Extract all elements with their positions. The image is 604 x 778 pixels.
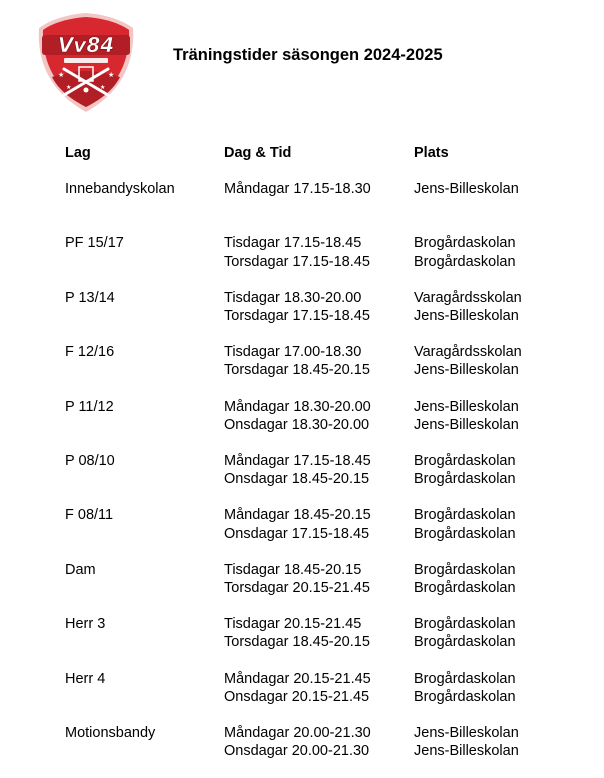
day-time-cell bbox=[224, 506, 371, 542]
team-name: F 08/11 bbox=[65, 507, 114, 524]
place-cell bbox=[414, 724, 519, 760]
day-time: Onsdagar 17.15-18.45 bbox=[224, 525, 370, 542]
team-name: Dam bbox=[65, 561, 96, 578]
place: Brogårdaskolan bbox=[414, 579, 516, 596]
day-time: Onsdagar 18.30-20.00 bbox=[224, 416, 370, 433]
place-cell bbox=[414, 180, 519, 198]
day-time: Torsdagar 18.45-20.15 bbox=[224, 362, 370, 379]
table-row bbox=[65, 452, 565, 506]
day-time: Måndagar 20.00-21.30 bbox=[224, 724, 371, 741]
table-row bbox=[65, 724, 565, 778]
place: Jens-Billeskolan bbox=[414, 743, 519, 760]
place: Brogårdaskolan bbox=[414, 525, 516, 542]
day-time-cell bbox=[224, 615, 370, 651]
day-time: Tisdagar 18.45-20.15 bbox=[224, 561, 362, 578]
day-time-cell bbox=[224, 561, 370, 597]
place: Brogårdaskolan bbox=[414, 634, 516, 651]
day-time-cell bbox=[224, 289, 370, 325]
column-header-team: Lag bbox=[65, 145, 91, 161]
team-name: F 12/16 bbox=[65, 344, 115, 361]
svg-text:Vv84: Vv84 bbox=[57, 33, 115, 57]
svg-text:★: ★ bbox=[108, 71, 115, 79]
day-time: Måndagar 20.15-21.45 bbox=[224, 670, 371, 687]
team-name: Herr 4 bbox=[65, 670, 106, 687]
day-time: Tisdagar 17.00-18.30 bbox=[224, 344, 362, 361]
svg-text:★: ★ bbox=[58, 71, 65, 79]
table-row bbox=[65, 561, 565, 615]
team-name: P 11/12 bbox=[65, 398, 114, 415]
club-logo bbox=[36, 11, 136, 114]
team-name: Herr 3 bbox=[65, 616, 106, 633]
day-time-cell bbox=[224, 343, 370, 379]
place: Jens-Billeskolan bbox=[414, 398, 519, 415]
day-time-cell bbox=[224, 452, 371, 488]
team-name: PF 15/17 bbox=[65, 235, 124, 252]
club-shield-icon bbox=[36, 11, 136, 114]
place: Jens-Billeskolan bbox=[414, 307, 519, 324]
day-time-cell bbox=[224, 398, 371, 434]
place: Brogårdaskolan bbox=[414, 471, 516, 488]
day-time-cell bbox=[224, 180, 371, 198]
place: Brogårdaskolan bbox=[414, 507, 516, 524]
day-time: Onsdagar 20.15-21.45 bbox=[224, 688, 370, 705]
schedule-table bbox=[65, 144, 565, 778]
table-row bbox=[65, 180, 565, 234]
team-name: P 08/10 bbox=[65, 452, 115, 469]
day-time: Måndagar 18.45-20.15 bbox=[224, 507, 371, 524]
place: Varagårdsskolan bbox=[414, 344, 522, 361]
day-time: Torsdagar 18.45-20.15 bbox=[224, 634, 370, 651]
table-row bbox=[65, 398, 565, 452]
place-cell bbox=[414, 343, 522, 379]
place: Brogårdaskolan bbox=[414, 688, 516, 705]
table-header bbox=[65, 144, 565, 180]
team-name: P 13/14 bbox=[65, 289, 115, 306]
place-cell bbox=[414, 398, 519, 434]
day-time-cell bbox=[224, 724, 371, 760]
team-name: Motionsbandy bbox=[65, 724, 156, 741]
day-time: Torsdagar 17.15-18.45 bbox=[224, 253, 370, 270]
place: Brogårdaskolan bbox=[414, 235, 516, 252]
place: Jens-Billeskolan bbox=[414, 362, 519, 379]
place: Brogårdaskolan bbox=[414, 561, 516, 578]
table-row bbox=[65, 615, 565, 669]
place-cell bbox=[414, 289, 522, 325]
day-time: Tisdagar 17.15-18.45 bbox=[224, 235, 362, 252]
place: Brogårdaskolan bbox=[414, 253, 516, 270]
column-header-place: Plats bbox=[414, 145, 449, 161]
day-time-cell bbox=[224, 234, 370, 270]
place-cell bbox=[414, 670, 516, 706]
day-time: Torsdagar 20.15-21.45 bbox=[224, 579, 370, 596]
place: Brogårdaskolan bbox=[414, 616, 516, 633]
day-time: Måndagar 17.15-18.30 bbox=[224, 181, 371, 197]
table-row bbox=[65, 289, 565, 343]
table-row bbox=[65, 670, 565, 724]
place: Jens-Billeskolan bbox=[414, 416, 519, 433]
place-cell bbox=[414, 561, 516, 597]
place: Varagårdsskolan bbox=[414, 289, 522, 306]
svg-text:★: ★ bbox=[100, 84, 106, 91]
day-time: Måndagar 17.15-18.45 bbox=[224, 452, 371, 469]
place: Brogårdaskolan bbox=[414, 670, 516, 687]
day-time: Torsdagar 17.15-18.45 bbox=[224, 307, 370, 324]
day-time: Måndagar 18.30-20.00 bbox=[224, 398, 371, 415]
team-name: Innebandyskolan bbox=[65, 181, 175, 197]
place: Jens-Billeskolan bbox=[414, 724, 519, 741]
table-row bbox=[65, 234, 565, 288]
day-time: Tisdagar 20.15-21.45 bbox=[224, 616, 362, 633]
day-time-cell bbox=[224, 670, 371, 706]
table-row bbox=[65, 506, 565, 560]
day-time: Tisdagar 18.30-20.00 bbox=[224, 289, 362, 306]
place-cell bbox=[414, 615, 516, 651]
page-title: Träningstider säsongen 2024-2025 bbox=[173, 46, 443, 64]
place-cell bbox=[414, 452, 516, 488]
day-time: Onsdagar 18.45-20.15 bbox=[224, 471, 370, 488]
svg-text:★: ★ bbox=[66, 84, 72, 91]
column-header-day-time: Dag & Tid bbox=[224, 145, 292, 161]
place: Brogårdaskolan bbox=[414, 452, 516, 469]
place: Jens-Billeskolan bbox=[414, 181, 519, 197]
table-row bbox=[65, 343, 565, 397]
place-cell bbox=[414, 506, 516, 542]
day-time: Onsdagar 20.00-21.30 bbox=[224, 743, 370, 760]
place-cell bbox=[414, 234, 516, 270]
